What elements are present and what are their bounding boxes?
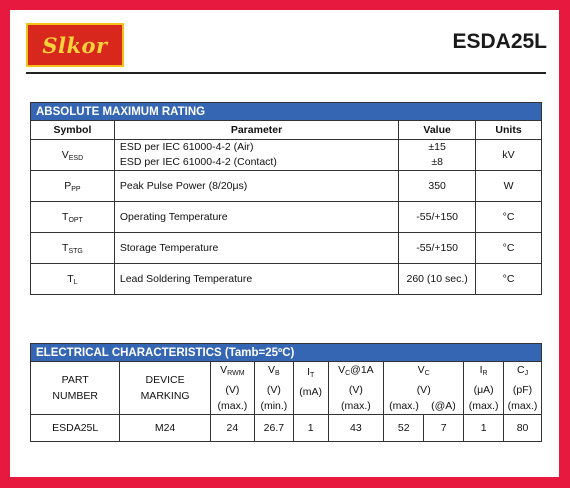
- it-cell: 1: [293, 415, 328, 442]
- col-header-cj: $C_J$ (pF) (max.): [504, 362, 542, 415]
- brand-logo: [26, 23, 124, 67]
- col-header-units: Units: [476, 121, 542, 140]
- cj-cell: 80: [504, 415, 542, 442]
- parameter-cell: ESD per IEC 61000-4-2 (Air) ESD per IEC 61000-4-2 (Contact): [114, 140, 398, 171]
- vc-max-cell: 52: [384, 415, 424, 442]
- part-number-title: ESDA25L: [452, 30, 547, 53]
- units-cell: °C: [476, 233, 542, 264]
- table-row: [31, 140, 542, 171]
- datasheet-page: [10, 10, 559, 477]
- symbol-cell: $P_{PP}$: [31, 171, 115, 202]
- absolute-max-caption: ABSOLUTE MAXIMUM RATING: [31, 103, 542, 121]
- value-cell: ±15 ±8: [399, 140, 476, 171]
- parameter-cell: Peak Pulse Power (8/20μs): [114, 171, 398, 202]
- value-cell: -55/+150: [399, 202, 476, 233]
- table-row: [31, 202, 542, 233]
- absolute-max-table: [30, 102, 542, 295]
- symbol-cell: $T_{STG}$: [31, 233, 115, 264]
- logo-text: Slkor: [42, 32, 108, 58]
- symbol-cell: $T_{OPT}$: [31, 202, 115, 233]
- electrical-caption: ELECTRICAL CHARACTERISTICS (Tamb=25ºC): [31, 344, 542, 362]
- col-header-vb: $V_B$ (V) (min.): [254, 362, 293, 415]
- vb-cell: 26.7: [254, 415, 293, 442]
- header-divider: [26, 72, 546, 74]
- units-cell: °C: [476, 202, 542, 233]
- device-marking-cell: M24: [120, 415, 210, 442]
- vc-at-a-cell: 7: [424, 415, 464, 442]
- value-cell: -55/+150: [399, 233, 476, 264]
- col-header-vrwm: $V_{RWM}$ (V) (max.): [210, 362, 254, 415]
- col-header-part-number: PART NUMBER: [31, 362, 120, 415]
- col-header-vc-1a: $V_C@1A$ (V) (max.): [328, 362, 384, 415]
- col-header-device-marking: DEVICE MARKING: [120, 362, 210, 415]
- table-row: [31, 415, 542, 442]
- part-number-cell: ESDA25L: [31, 415, 120, 442]
- ir-cell: 1: [464, 415, 504, 442]
- parameter-cell: Storage Temperature: [114, 233, 398, 264]
- units-cell: °C: [476, 264, 542, 295]
- vc-1a-cell: 43: [328, 415, 384, 442]
- symbol-cell: $T_L$: [31, 264, 115, 295]
- col-header-ir: $I_R$ (μA) (max.): [464, 362, 504, 415]
- symbol-cell: $V_{ESD}$: [31, 140, 115, 171]
- table-row: [31, 233, 542, 264]
- value-cell: 350: [399, 171, 476, 202]
- table-row: [31, 171, 542, 202]
- parameter-cell: Lead Soldering Temperature: [114, 264, 398, 295]
- col-header-value: Value: [399, 121, 476, 140]
- electrical-characteristics-table: [30, 343, 542, 442]
- col-header-parameter: Parameter: [114, 121, 398, 140]
- table-row: [31, 264, 542, 295]
- parameter-cell: Operating Temperature: [114, 202, 398, 233]
- units-cell: W: [476, 171, 542, 202]
- value-cell: 260 (10 sec.): [399, 264, 476, 295]
- col-header-it: $I_T$ (mA): [293, 362, 328, 415]
- col-header-symbol: Symbol: [31, 121, 115, 140]
- vrwm-cell: 24: [210, 415, 254, 442]
- units-cell: kV: [476, 140, 542, 171]
- col-header-vc: $V_C$ (V) (max.) (@A): [384, 362, 464, 415]
